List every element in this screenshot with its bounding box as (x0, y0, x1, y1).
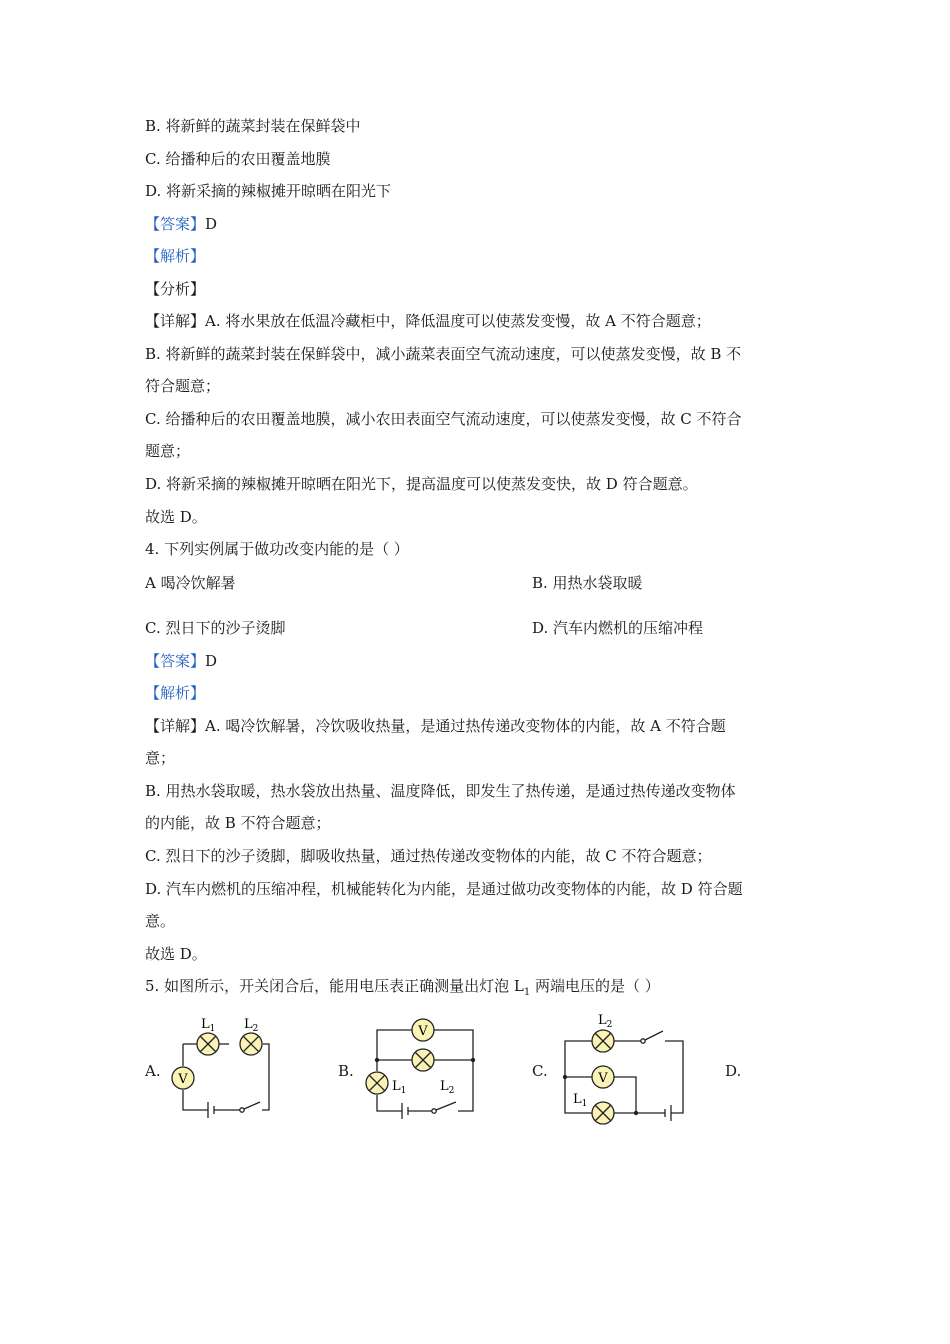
figure-label-a: A. (145, 1062, 161, 1080)
q3-detail-c1: C. 给播种后的农田覆盖地膜，减小农田表面空气流动速度，可以使蒸发变慢，故 C 不符合 (145, 410, 742, 428)
q3-option-d: D. 将新采摘的辣椒摊开晾晒在阳光下 (145, 182, 392, 200)
q4-option-b: B. 用热水袋取暖 (532, 574, 643, 592)
q4-detail-d2: 意。 (145, 912, 176, 930)
q3-conclusion: 故选 D。 (145, 508, 207, 526)
lamp-l2-icon (240, 1033, 262, 1055)
q4-option-c: C. 烈日下的沙子烫脚 (145, 619, 286, 637)
q4-answer (145, 651, 217, 671)
q5-stem: 5. 如图所示，开关闭合后，能用电压表正确测量出灯泡 $L_1$ 两端电压的是（ ） (145, 977, 660, 998)
lamp-l2-label: $L_2$ (244, 1017, 259, 1034)
q3-jiexi-tag: 【解析】 (145, 247, 206, 265)
lamp-l2-label: $L_2$ (440, 1079, 455, 1096)
circuit-diagram-c (555, 1005, 690, 1133)
q3-answer (145, 214, 217, 234)
q4-stem: 4. 下列实例属于做功改变内能的是（ ） (145, 540, 409, 558)
voltmeter-icon (592, 1066, 614, 1088)
lamp-l2-icon (592, 1030, 614, 1052)
q3-detail-a: 【详解】A. 将水果放在低温冷藏柜中，降低温度可以使蒸发变慢，故 A 不符合题意； (145, 312, 711, 330)
voltmeter-icon (412, 1019, 434, 1041)
lamp-l2-icon (412, 1049, 434, 1071)
q4-detail-b1: B. 用热水袋取暖，热水袋放出热量、温度降低，即发生了热传递，是通过热传递改变物体 (145, 782, 736, 800)
q3-detail-b1: B. 将新鲜的蔬菜封装在保鲜袋中，减小蔬菜表面空气流动速度，可以使蒸发变慢，故 B 不 (145, 345, 742, 363)
q4-detail-d1: D. 汽车内燃机的压缩冲程，机械能转化为内能，是通过做功改变物体的内能，故 D 符合题 (145, 880, 743, 898)
circuit-diagram-b (360, 1010, 485, 1125)
detail-tag: 【详解】 (145, 312, 206, 330)
q3-detail-d: D. 将新采摘的辣椒摊开晾晒在阳光下，提高温度可以使蒸发变快，故 D 符合题意。 (145, 475, 698, 493)
answer-value: D (205, 652, 218, 670)
answer-tag: 【答案】 (145, 215, 206, 233)
q3-option-c: C. 给播种后的农田覆盖地膜 (145, 150, 331, 168)
q4-detail-a2: 意； (145, 749, 176, 767)
q3-option-b: B. 将新鲜的蔬菜封装在保鲜袋中 (145, 117, 361, 135)
answer-tag: 【答案】 (145, 652, 206, 670)
circuit-diagram-a (165, 1010, 285, 1125)
svg-text:V: V (418, 1024, 428, 1039)
q3-fenxi-tag: 【分析】 (145, 280, 206, 298)
q4-detail-c: C. 烈日下的沙子烫脚，脚吸收热量，通过热传递改变物体的内能，故 C 不符合题意； (145, 847, 712, 865)
lamp-l1-icon (197, 1033, 219, 1055)
q4-jiexi-tag: 【解析】 (145, 684, 206, 702)
q4-detail-a1: 【详解】A. 喝冷饮解暑，冷饮吸收热量，是通过热传递改变物体的内能，故 A 不符合题 (145, 717, 726, 735)
svg-text:V: V (598, 1071, 608, 1086)
figure-label-b: B. (338, 1062, 354, 1080)
answer-value: D (205, 215, 218, 233)
q4-detail-b2: 的内能，故 B 不符合题意； (145, 814, 331, 832)
lamp-l2-label: $L_2$ (598, 1013, 613, 1030)
detail-tag: 【详解】 (145, 717, 206, 735)
svg-text:V: V (178, 1072, 188, 1087)
voltmeter-icon (172, 1067, 194, 1089)
q3-detail-c2: 题意； (145, 442, 191, 460)
lamp-l1-label: $L_1$ (201, 1017, 216, 1034)
lamp-l1-icon (366, 1072, 388, 1094)
figure-label-d: D. (725, 1062, 742, 1080)
q4-option-d: D. 汽车内燃机的压缩冲程 (532, 619, 704, 637)
lamp-l1-icon (592, 1102, 614, 1124)
lamp-l1-label: $L_1$ (573, 1092, 588, 1109)
q3-detail-b2: 符合题意； (145, 377, 221, 395)
lamp-l1-label: $L_1$ (392, 1079, 407, 1096)
q4-conclusion: 故选 D。 (145, 945, 207, 963)
q4-option-a: A 喝冷饮解暑 (145, 574, 236, 592)
figure-label-c: C. (532, 1062, 548, 1080)
